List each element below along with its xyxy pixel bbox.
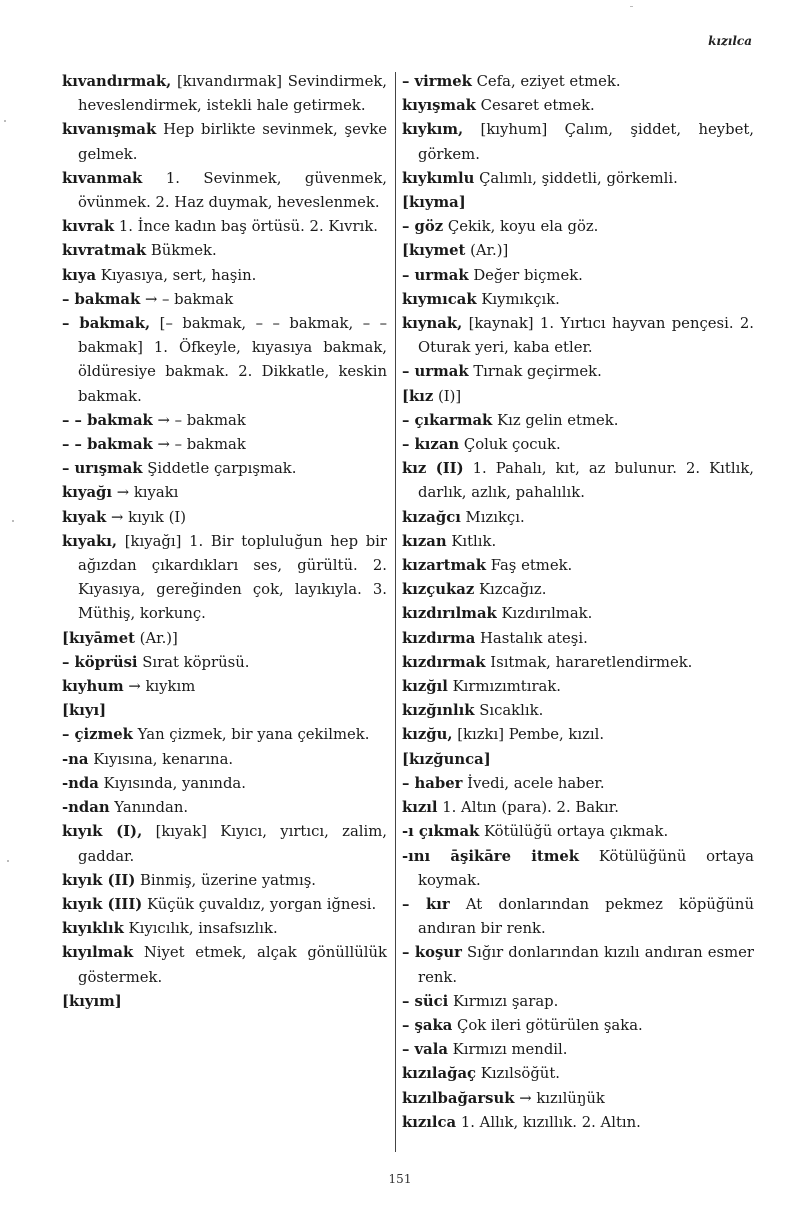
entry-headword: [kız [402, 387, 434, 405]
dictionary-entry [402, 506, 754, 530]
dictionary-entry [402, 1087, 754, 1111]
entry-headword: [kıyāmet [62, 629, 135, 647]
entry-headword: kıyık (III) [62, 895, 143, 913]
entry-headword: kıvrak [62, 218, 115, 236]
dictionary-entry [62, 723, 387, 747]
dictionary-entry [62, 530, 387, 627]
entry-definition: Kızılsöğüt. [476, 1065, 560, 1083]
dictionary-entry [402, 1038, 754, 1062]
entry-definition: Mızıkçı. [460, 508, 525, 526]
entry-definition: Çok ileri götürülen şaka. [452, 1016, 643, 1034]
dictionary-entry [402, 191, 754, 215]
entry-headword: kızdırma [402, 629, 476, 647]
entry-definition: Kız gelin etmek. [492, 411, 619, 429]
entry-definition: Yanından. [109, 799, 189, 817]
entry-headword: kıykımlu [402, 169, 475, 187]
dictionary-entry [62, 70, 387, 118]
entry-headword: [kıymet [402, 242, 466, 260]
entry-headword: kızçukaz [402, 581, 475, 599]
column-divider [395, 72, 396, 1152]
entry-definition: Hastalık ateşi. [475, 629, 588, 647]
entry-definition: Tırnak geçirmek. [468, 363, 602, 381]
dictionary-entry [402, 651, 754, 675]
entry-definition: → kızılüŋük [514, 1089, 605, 1107]
entry-definition: → kıykım [123, 678, 196, 696]
dictionary-entry [62, 167, 387, 215]
entry-definition: 1. İnce kadın baş örtüsü. 2. Kıvrık. [114, 218, 379, 236]
dictionary-entry [402, 288, 754, 312]
entry-headword: – urmak [402, 266, 469, 284]
entry-definition: Faş etmek. [486, 557, 573, 575]
entry-definition: Kıyıcılık, insafsızlık. [123, 920, 278, 938]
dictionary-entry [402, 1111, 754, 1135]
dictionary-entry [402, 893, 754, 941]
entry-headword: kızğınlık [402, 702, 475, 720]
dictionary-entry [62, 215, 387, 239]
entry-headword: kıyağı [62, 484, 113, 502]
entry-headword: kıyak [62, 508, 107, 526]
dictionary-entry [62, 675, 387, 699]
entry-definition: [kaynak] 1. Yırtıcı hayvan pençesi. 2. Oturak yeri, kaba etler. [418, 315, 754, 357]
dictionary-entry [62, 457, 387, 481]
entry-definition: Kıyısına, kenarına. [88, 750, 234, 768]
entry-definition: Kızcağız. [474, 581, 547, 599]
dictionary-entry [402, 530, 754, 554]
entry-headword: – urmak [402, 363, 469, 381]
entry-definition: → kıyık (I) [106, 508, 186, 526]
entry-definition: Kıyısında, yanında. [98, 774, 246, 792]
entry-headword: kızğu, [402, 726, 453, 744]
entry-definition: Binmiş, üzerine yatmış. [135, 871, 317, 889]
entry-definition: Çoluk çocuk. [459, 436, 561, 454]
entry-definition: Kıyasıya, sert, haşin. [96, 266, 257, 284]
scan-speck [12, 520, 14, 522]
entry-definition: Kötülüğünü ortaya koymak. [418, 847, 754, 889]
dictionary-entry [402, 239, 754, 263]
entry-definition: 1. Altın (para). 2. Bakır. [437, 799, 619, 817]
dictionary-entry [62, 820, 387, 868]
entry-headword: kızdırılmak [402, 605, 497, 623]
entry-definition: Kırmızı mendil. [447, 1041, 568, 1059]
entry-headword: kıvandırmak, [62, 73, 172, 90]
entry-headword: kıyılmak [62, 944, 134, 962]
running-head: kızılca [708, 34, 752, 48]
entry-definition: (I)] [433, 387, 462, 405]
entry-headword: – şaka [402, 1016, 453, 1034]
entry-definition: → – bakmak [140, 290, 234, 308]
entry-headword: – çıkarmak [402, 411, 493, 429]
entry-definition: Sırat köprüsü. [137, 653, 250, 671]
entry-definition: Küçük çuvaldız, yorgan iğnesi. [142, 895, 377, 913]
entry-definition: 1. Sevinmek, güvenmek, övünmek. 2. Haz duymak, heveslenmek. [78, 169, 387, 212]
entry-definition: [kızkı] Pembe, kızıl. [452, 726, 605, 744]
entry-definition: Kıymıkçık. [476, 290, 560, 308]
entry-definition: Kıtlık. [446, 532, 497, 550]
dictionary-entry [402, 215, 754, 239]
dictionary-entry [402, 457, 754, 505]
dictionary-entry [62, 748, 387, 772]
entry-definition: → – bakmak [152, 411, 246, 429]
entry-headword: kıyık (II) [62, 871, 136, 889]
entry-headword: – – bakmak [62, 411, 153, 429]
dictionary-entry [402, 385, 754, 409]
entry-headword: -ı çıkmak [402, 823, 480, 841]
entry-definition: → kıyakı [112, 484, 179, 502]
entry-headword: kızğıl [402, 678, 448, 696]
entry-headword: kıyakı, [62, 532, 118, 550]
entry-definition: Cesaret etmek. [475, 97, 595, 115]
entry-definition: Bükmek. [146, 242, 217, 260]
entry-headword: -ını āşikāre itmek [402, 847, 580, 865]
right-column [402, 70, 754, 1135]
entry-headword: kıyhum [62, 678, 124, 696]
dictionary-entry [402, 554, 754, 578]
entry-definition: Çekik, koyu ela göz. [443, 218, 599, 236]
entry-definition: [kıyak] Kıyıcı, yırtıcı, zalim, gaddar. [78, 823, 387, 865]
entry-headword: [kıyma] [402, 194, 466, 212]
entry-headword: – çizmek [62, 726, 133, 744]
dictionary-entry [62, 264, 387, 288]
entry-headword: kıyık (I), [62, 823, 143, 841]
entry-headword: kıynak, [402, 315, 463, 333]
entry-headword: – koşur [402, 944, 462, 962]
entry-definition: Kırmızı şarap. [448, 992, 559, 1010]
dictionary-entry [402, 70, 754, 94]
dictionary-entry [402, 675, 754, 699]
dictionary-entry [62, 409, 387, 433]
dictionary-entry [402, 94, 754, 118]
entry-headword: kıya [62, 266, 97, 284]
entry-definition: [kıyağı] 1. Bir topluluğun hep bir ağızdan çıkardıkları ses, gürültü. 2. Kıyasıya, gereğinden çok, layıkıyla. 3. Müthiş, korkunç. [78, 532, 387, 623]
dictionary-entry [62, 651, 387, 675]
dictionary-entry [402, 941, 754, 989]
dictionary-entry [62, 118, 387, 166]
dictionary-entry [402, 796, 754, 820]
entry-headword: kız (II) [402, 460, 464, 478]
entry-definition: Sığır donlarından kızılı andıran esmer renk. [418, 944, 754, 986]
dictionary-entry [402, 167, 754, 191]
entry-headword: – vala [402, 1041, 448, 1059]
entry-definition: Cefa, eziyet etmek. [471, 73, 621, 90]
dictionary-entry [402, 118, 754, 166]
page-number: 151 [388, 1172, 412, 1186]
entry-definition: [kıvandırmak] Sevindirmek, heveslendirmek, istekli hale getirmek. [78, 73, 387, 115]
entry-definition: Sıcaklık. [474, 702, 544, 720]
entry-headword: kıykım, [402, 121, 464, 139]
entry-headword: – kır [402, 895, 450, 913]
entry-definition: [kıyhum] Çalım, şiddet, heybet, görkem. [418, 121, 754, 163]
dictionary-entry [402, 990, 754, 1014]
dictionary-entry [62, 312, 387, 409]
dictionary-entry [402, 264, 754, 288]
entry-headword: kıvanmak [62, 169, 143, 187]
dictionary-entry [62, 288, 387, 312]
entry-definition: Niyet etmek, alçak gönüllülük göstermek. [78, 944, 387, 986]
entry-headword: [kızğunca] [402, 750, 491, 768]
dictionary-entry [62, 796, 387, 820]
dictionary-entry [402, 433, 754, 457]
entry-definition: Hep birlikte sevinmek, şevke gelmek. [78, 121, 387, 163]
scan-speck [630, 6, 633, 7]
dictionary-entry [62, 506, 387, 530]
entry-definition: Kırmızımtırak. [447, 678, 562, 696]
dictionary-entry [402, 312, 754, 360]
entry-headword: kıvratmak [62, 242, 147, 260]
entry-headword: – urışmak [62, 460, 143, 478]
dictionary-entry [402, 409, 754, 433]
entry-headword: kızartmak [402, 557, 486, 575]
entry-headword: [kıyım] [62, 992, 122, 1010]
entry-headword: kızıl [402, 799, 438, 817]
dictionary-entry [62, 941, 387, 989]
entry-headword: kızılağaç [402, 1065, 477, 1083]
entry-headword: – kızan [402, 436, 460, 454]
dictionary-entry [62, 869, 387, 893]
entry-headword: kızılbağarsuk [402, 1089, 515, 1107]
dictionary-entry [402, 360, 754, 384]
entry-headword: – köprüsi [62, 653, 138, 671]
entry-definition: Isıtmak, hararetlendirmek. [485, 653, 693, 671]
dictionary-entry [402, 845, 754, 893]
dictionary-entry [402, 1014, 754, 1038]
entry-headword: – virmek [402, 73, 472, 90]
entry-definition: Değer biçmek. [468, 266, 583, 284]
entry-headword: kızılca [402, 1113, 457, 1131]
dictionary-entry [402, 602, 754, 626]
entry-headword: kızdırmak [402, 653, 486, 671]
dictionary-entry [62, 433, 387, 457]
entry-headword: – haber [402, 774, 463, 792]
entry-definition: 1. Pahalı, kıt, az bulunur. 2. Kıtlık, darlık, azlık, pahalılık. [418, 460, 754, 502]
entry-definition: [– bakmak, – – bakmak, – – bakmak] 1. Öfkeyle, kıyasıya bakmak, öldüresiye bakmak. 2. Dikkatle, keskin bakmak. [78, 315, 387, 405]
dictionary-entry [402, 723, 754, 747]
entry-headword: -nda [62, 774, 99, 792]
entry-definition: Kızdırılmak. [496, 605, 593, 623]
dictionary-entry [402, 748, 754, 772]
entry-definition: Çalımlı, şiddetli, görkemli. [474, 169, 678, 187]
entry-headword: -na [62, 750, 89, 768]
dictionary-entry [62, 627, 387, 651]
entry-headword: – bakmak, [62, 315, 151, 333]
entry-definition: İvedi, acele haber. [462, 774, 605, 792]
entry-definition: (Ar.)] [134, 629, 178, 647]
left-column [62, 70, 387, 1014]
dictionary-entry [62, 481, 387, 505]
entry-headword: – göz [402, 218, 444, 236]
dictionary-entry [402, 1062, 754, 1086]
entry-headword: -ndan [62, 799, 110, 817]
dictionary-entry [62, 990, 387, 1014]
dictionary-entry [62, 917, 387, 941]
dictionary-entry [402, 627, 754, 651]
entry-headword: – bakmak [62, 290, 141, 308]
entry-definition: (Ar.)] [465, 242, 509, 260]
entry-definition: Şiddetle çarpışmak. [142, 460, 297, 478]
scan-speck [7, 860, 9, 862]
dictionary-entry [62, 239, 387, 263]
entry-definition: Yan çizmek, bir yana çekilmek. [132, 726, 370, 744]
entry-definition: Kötülüğü ortaya çıkmak. [479, 823, 669, 841]
dictionary-entry [62, 699, 387, 723]
entry-headword: kızağcı [402, 508, 461, 526]
entry-definition: 1. Allık, kızıllık. 2. Altın. [456, 1113, 641, 1131]
dictionary-entry [402, 820, 754, 844]
entry-definition: At donlarından pekmez köpüğünü andıran bir renk. [418, 895, 754, 938]
dictionary-entry [402, 578, 754, 602]
dictionary-entry [402, 699, 754, 723]
entry-headword: kıvanışmak [62, 121, 157, 139]
dictionary-entry [402, 772, 754, 796]
dictionary-entry [62, 772, 387, 796]
scan-speck [4, 120, 6, 122]
entry-headword: kıyıklık [62, 920, 124, 938]
entry-headword: – süci [402, 992, 449, 1010]
entry-headword: – – bakmak [62, 436, 153, 454]
entry-definition: → – bakmak [152, 436, 246, 454]
dictionary-entry [62, 893, 387, 917]
entry-headword: kızan [402, 532, 447, 550]
entry-headword: kıymıcak [402, 290, 477, 308]
entry-headword: [kıyı] [62, 702, 107, 720]
entry-headword: kıyışmak [402, 97, 476, 115]
